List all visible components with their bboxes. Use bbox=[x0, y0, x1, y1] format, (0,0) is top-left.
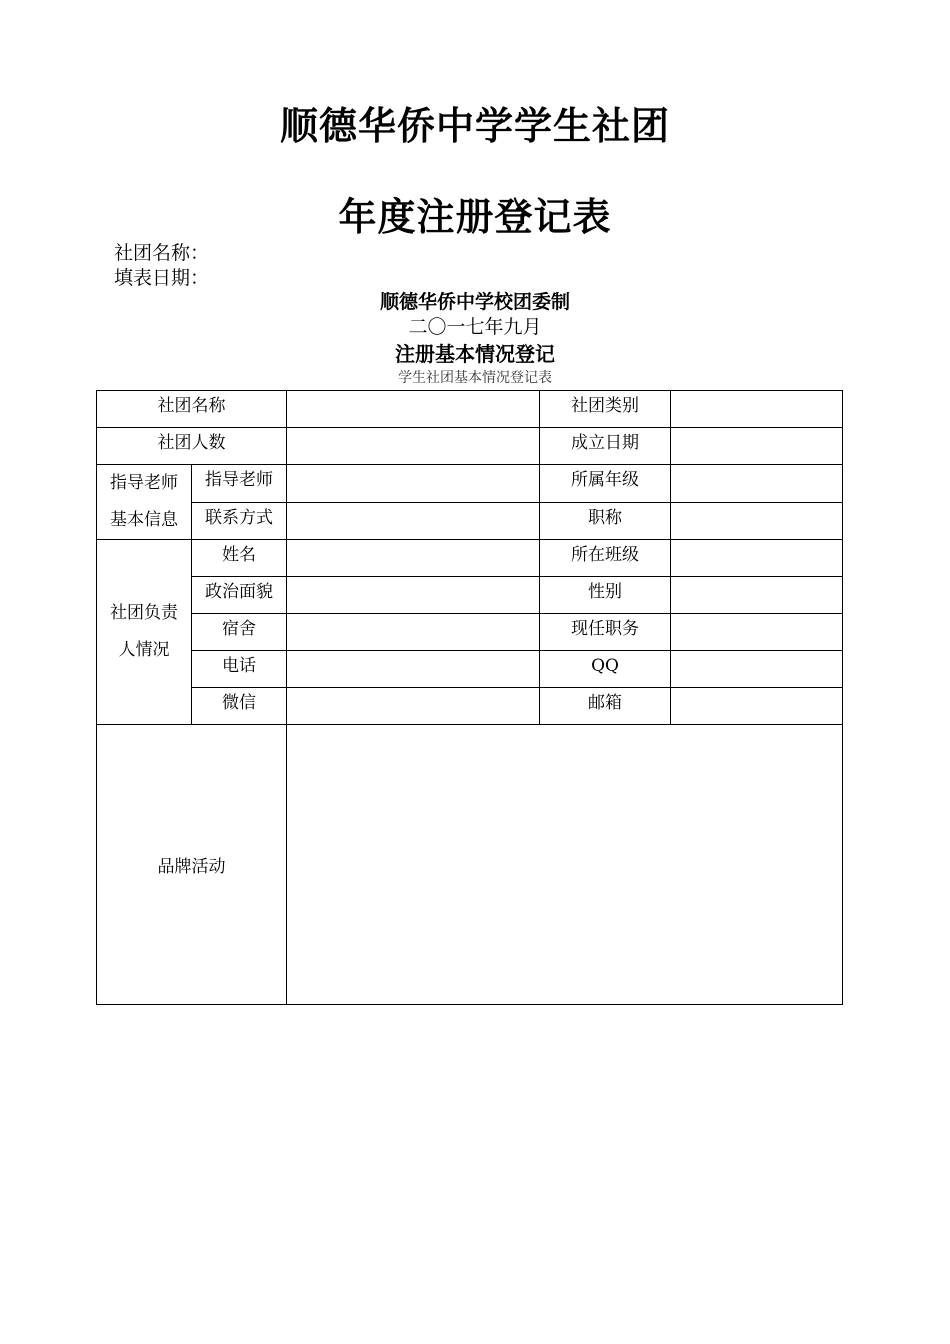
club-name-field-label: 社团名称： bbox=[114, 242, 210, 264]
issue-date-label: 二〇一七年九月 bbox=[408, 316, 542, 338]
table-row bbox=[97, 614, 843, 651]
leader-wechat-value-cell[interactable] bbox=[287, 688, 540, 725]
leader-position-label: 现任职务 bbox=[540, 614, 671, 651]
leader-political-label: 政治面貌 bbox=[192, 577, 287, 614]
table-row bbox=[97, 391, 843, 428]
advisor-title-label: 职称 bbox=[540, 502, 671, 540]
founded-date-label: 成立日期 bbox=[540, 428, 671, 465]
leader-email-value-cell[interactable] bbox=[671, 688, 843, 725]
leader-dorm-value-cell[interactable] bbox=[287, 614, 540, 651]
advisor-grade-value-cell[interactable] bbox=[671, 465, 843, 503]
member-count-value-cell[interactable] bbox=[287, 428, 540, 465]
registration-table bbox=[96, 390, 843, 1005]
club-type-value-cell[interactable] bbox=[671, 391, 843, 428]
table-row bbox=[97, 465, 843, 503]
advisor-group-label-line1: 指导老师 bbox=[110, 473, 178, 493]
table-row bbox=[97, 725, 843, 1005]
brand-activity-label: 品牌活动 bbox=[97, 725, 287, 1005]
leader-email-label: 邮箱 bbox=[540, 688, 671, 725]
leader-gender-label: 性别 bbox=[540, 577, 671, 614]
member-count-label: 社团人数 bbox=[97, 428, 287, 465]
issuer-label: 顺德华侨中学校团委制 bbox=[379, 291, 570, 313]
advisor-contact-label: 联系方式 bbox=[192, 502, 287, 540]
advisor-title-value-cell[interactable] bbox=[671, 502, 843, 540]
founded-date-value-cell[interactable] bbox=[671, 428, 843, 465]
table-row bbox=[97, 502, 843, 540]
leader-class-label: 所在班级 bbox=[540, 540, 671, 577]
leader-phone-label: 电话 bbox=[192, 651, 287, 688]
table-row bbox=[97, 651, 843, 688]
leader-political-value-cell[interactable] bbox=[287, 577, 540, 614]
table-row bbox=[97, 428, 843, 465]
section-title: 注册基本情况登记 bbox=[395, 342, 555, 366]
advisor-name-value-cell[interactable] bbox=[287, 465, 540, 503]
club-name-value-cell[interactable] bbox=[287, 391, 540, 428]
advisor-contact-value-cell[interactable] bbox=[287, 502, 540, 540]
form-title-line2: 年度注册登记表 bbox=[338, 195, 612, 239]
leader-position-value-cell[interactable] bbox=[671, 614, 843, 651]
leader-group-label-line1: 社团负责 bbox=[110, 603, 178, 623]
leader-qq-value-cell[interactable] bbox=[671, 651, 843, 688]
fill-date-field-label: 填表日期： bbox=[114, 267, 210, 289]
advisor-group-label bbox=[97, 465, 192, 540]
advisor-name-label: 指导老师 bbox=[192, 465, 287, 503]
leader-qq-label: QQ bbox=[540, 651, 671, 688]
leader-wechat-label: 微信 bbox=[192, 688, 287, 725]
table-row bbox=[97, 577, 843, 614]
leader-name-value-cell[interactable] bbox=[287, 540, 540, 577]
leader-class-value-cell[interactable] bbox=[671, 540, 843, 577]
leader-group-label-line2: 人情况 bbox=[118, 640, 170, 660]
table-caption: 学生社团基本情况登记表 bbox=[398, 370, 552, 386]
brand-activity-value-cell[interactable] bbox=[287, 725, 843, 1005]
leader-phone-value-cell[interactable] bbox=[287, 651, 540, 688]
leader-dorm-label: 宿舍 bbox=[192, 614, 287, 651]
club-name-label: 社团名称 bbox=[97, 391, 287, 428]
form-title-line1: 顺德华侨中学学生社团 bbox=[279, 104, 670, 148]
club-type-label: 社团类别 bbox=[540, 391, 671, 428]
leader-group-label bbox=[97, 540, 192, 725]
leader-gender-value-cell[interactable] bbox=[671, 577, 843, 614]
leader-name-label: 姓名 bbox=[192, 540, 287, 577]
advisor-grade-label: 所属年级 bbox=[540, 465, 671, 503]
table-row bbox=[97, 688, 843, 725]
advisor-group-label-line2: 基本信息 bbox=[110, 510, 178, 530]
table-row bbox=[97, 540, 843, 577]
